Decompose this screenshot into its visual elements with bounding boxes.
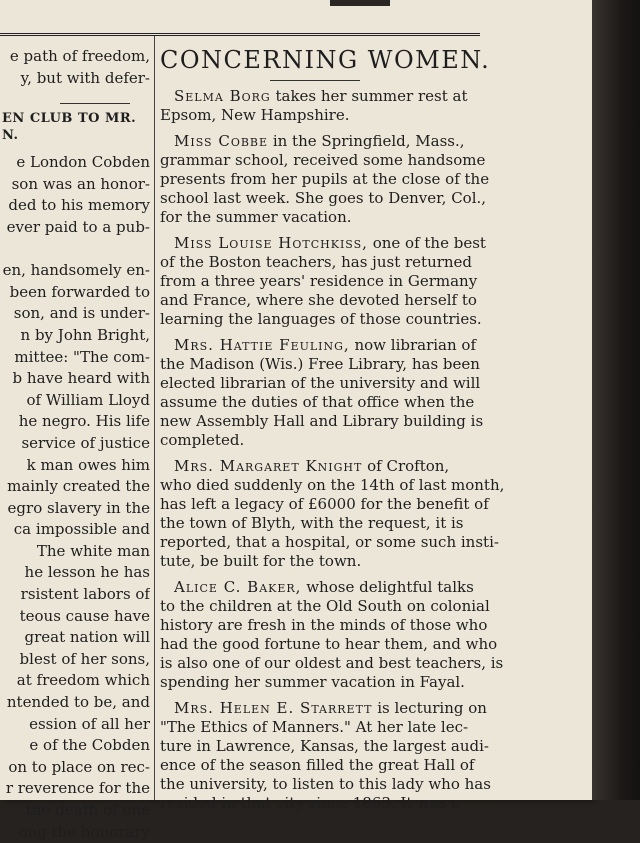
text-line: one of the best xyxy=(367,234,486,252)
article-paragraph xyxy=(160,132,500,227)
text-line: been forwarded to xyxy=(9,282,150,301)
text-line: and France, where she devoted herself to xyxy=(160,291,477,309)
text-line: "The Ethics of Manners." At her late lec- xyxy=(160,718,469,736)
text-line: k man owes him xyxy=(26,455,150,474)
paragraph-first-line xyxy=(160,699,500,718)
text-line: teous cause have xyxy=(19,606,150,625)
text-line: mittee: "The com- xyxy=(14,347,150,366)
text-line: ession of all her xyxy=(29,714,150,733)
text-line: ence of the season filled the great Hall of xyxy=(160,756,475,774)
text-line: b have heard with xyxy=(12,369,150,388)
text-line: service of justice xyxy=(21,433,150,452)
paragraph-first-line xyxy=(160,457,500,476)
text-line: The white man xyxy=(36,541,150,560)
text-line: on to place on rec- xyxy=(8,757,150,776)
text-line: of the Boston teachers, has just returned xyxy=(160,253,473,271)
text-line: ever paid to a pub- xyxy=(6,217,150,236)
person-name: Mrs. Helen E. Starrett xyxy=(174,699,373,717)
article-paragraph xyxy=(160,336,500,450)
text-line: egro slavery in the xyxy=(7,498,150,517)
text-line: assume the duties of that office when the xyxy=(160,393,475,411)
person-name: Mrs. Hattie Feuling, xyxy=(174,336,350,354)
article-column xyxy=(160,40,505,820)
text-line: son was an honor- xyxy=(11,174,150,193)
text-line: elected librarian of the university and will xyxy=(160,374,481,392)
paragraph-first-line xyxy=(160,234,500,253)
page-edge-shadow xyxy=(592,0,640,800)
text-line xyxy=(0,239,150,261)
text-line: the town of Blyth, with the request, it is xyxy=(160,514,464,532)
text-line: n by John Bright, xyxy=(20,325,150,344)
text-line: school last week. She goes to Denver, Col., xyxy=(160,189,487,207)
text-line: Epsom, New Hampshire. xyxy=(160,106,350,124)
text-line: e London Cobden xyxy=(16,153,150,172)
text-line: grammar school, received some handsome xyxy=(160,151,486,169)
text-line: had the good fortune to hear them, and who xyxy=(160,635,498,653)
paragraph-first-line xyxy=(160,87,500,106)
article-paragraph xyxy=(160,578,504,692)
article-paragraph xyxy=(160,699,500,813)
person-name: Miss Cobbe xyxy=(174,132,269,150)
text-line: new Assembly Hall and Library building is xyxy=(160,412,484,430)
text-line: the Madison (Wis.) Free Library, has been xyxy=(160,355,480,373)
paragraph-first-line xyxy=(160,132,500,151)
text-line: now librarian of xyxy=(349,336,477,354)
text-line: EN CLUB TO MR. xyxy=(2,111,137,127)
column-rule xyxy=(154,36,155,800)
person-name: Selma Borg xyxy=(174,87,271,105)
text-line: is lecturing on xyxy=(372,699,487,717)
text-line: in the Springfield, Mass., xyxy=(268,132,465,150)
text-line: of William Lloyd xyxy=(26,390,150,409)
text-line: he negro. His life xyxy=(18,412,150,431)
text-line: is also one of our oldest and best teachers, is xyxy=(160,654,504,672)
text-line: blest of her sons, xyxy=(19,649,150,668)
text-line: resided in that city since 1863. It was a xyxy=(160,794,461,812)
article-title: CONCERNING WOMEN. xyxy=(160,46,491,74)
text-line: the university, to listen to this lady who has xyxy=(160,775,491,793)
text-line: at freedom which xyxy=(16,671,150,690)
left-column-top-text xyxy=(0,46,150,89)
section-separator xyxy=(60,103,130,104)
text-line: great nation will xyxy=(24,628,150,647)
text-line: history are fresh in the minds of those who xyxy=(160,616,488,634)
text-line: ntended to be, and xyxy=(6,693,150,712)
text-line: for the summer vacation. xyxy=(160,208,352,226)
text-line: learning the languages of those countries. xyxy=(160,310,482,328)
text-line: e of the Cobden xyxy=(29,736,150,755)
text-line: ture in Lawrence, Kansas, the largest audi- xyxy=(160,737,489,755)
text-line: from a three years' residence in Germany xyxy=(160,272,478,290)
text-line: has left a legacy of £6000 for the benefit of xyxy=(160,495,489,513)
text-line: spending her summer vacation in Fayal. xyxy=(160,673,465,691)
article-paragraphs xyxy=(160,87,505,813)
text-line: completed. xyxy=(160,431,245,449)
text-line: son, and is under- xyxy=(13,304,150,323)
text-line: y, but with defer- xyxy=(20,68,150,87)
text-line: whose delightful talks xyxy=(301,578,474,596)
text-line: who died suddenly on the 14th of last month, xyxy=(160,476,505,494)
text-line: the death of one xyxy=(25,801,150,819)
text-line: r reverence for the xyxy=(5,779,150,798)
left-column-heading xyxy=(0,110,150,144)
left-column xyxy=(0,46,150,843)
text-line: ong the honorary xyxy=(18,822,150,841)
text-line: he lesson he has xyxy=(24,563,150,582)
person-name: Miss Louise Hotchkiss, xyxy=(174,234,368,252)
text-line: ca impossible and xyxy=(13,520,150,539)
paragraph-first-line xyxy=(160,578,500,597)
text-line: presents from her pupils at the close of the xyxy=(160,170,490,188)
article-paragraph xyxy=(160,457,505,571)
text-line: en, handsomely en- xyxy=(2,261,150,280)
article-paragraph xyxy=(160,87,500,125)
title-rule xyxy=(270,80,360,81)
person-name: Alice C. Baker, xyxy=(174,578,302,596)
text-line: N. xyxy=(2,128,19,144)
text-line: reported, that a hospital, or some such insti- xyxy=(160,533,499,551)
text-line: rsistent labors of xyxy=(20,585,150,604)
paragraph-first-line xyxy=(160,336,500,355)
text-line: mainly created the xyxy=(7,477,150,496)
text-line: of Crofton, xyxy=(362,457,450,475)
text-line: tute, be built for the town. xyxy=(160,552,362,570)
left-column-body xyxy=(0,152,150,843)
text-line: e path of freedom, xyxy=(9,47,150,65)
text-line: takes her summer rest at xyxy=(270,87,468,105)
text-line: to the children at the Old South on colonial xyxy=(160,597,490,615)
top-double-rule xyxy=(0,33,480,36)
masthead-fragment xyxy=(330,0,390,6)
article-paragraph xyxy=(160,234,500,329)
person-name: Mrs. Margaret Knight xyxy=(174,457,363,475)
text-line: ded to his memory xyxy=(8,196,150,215)
